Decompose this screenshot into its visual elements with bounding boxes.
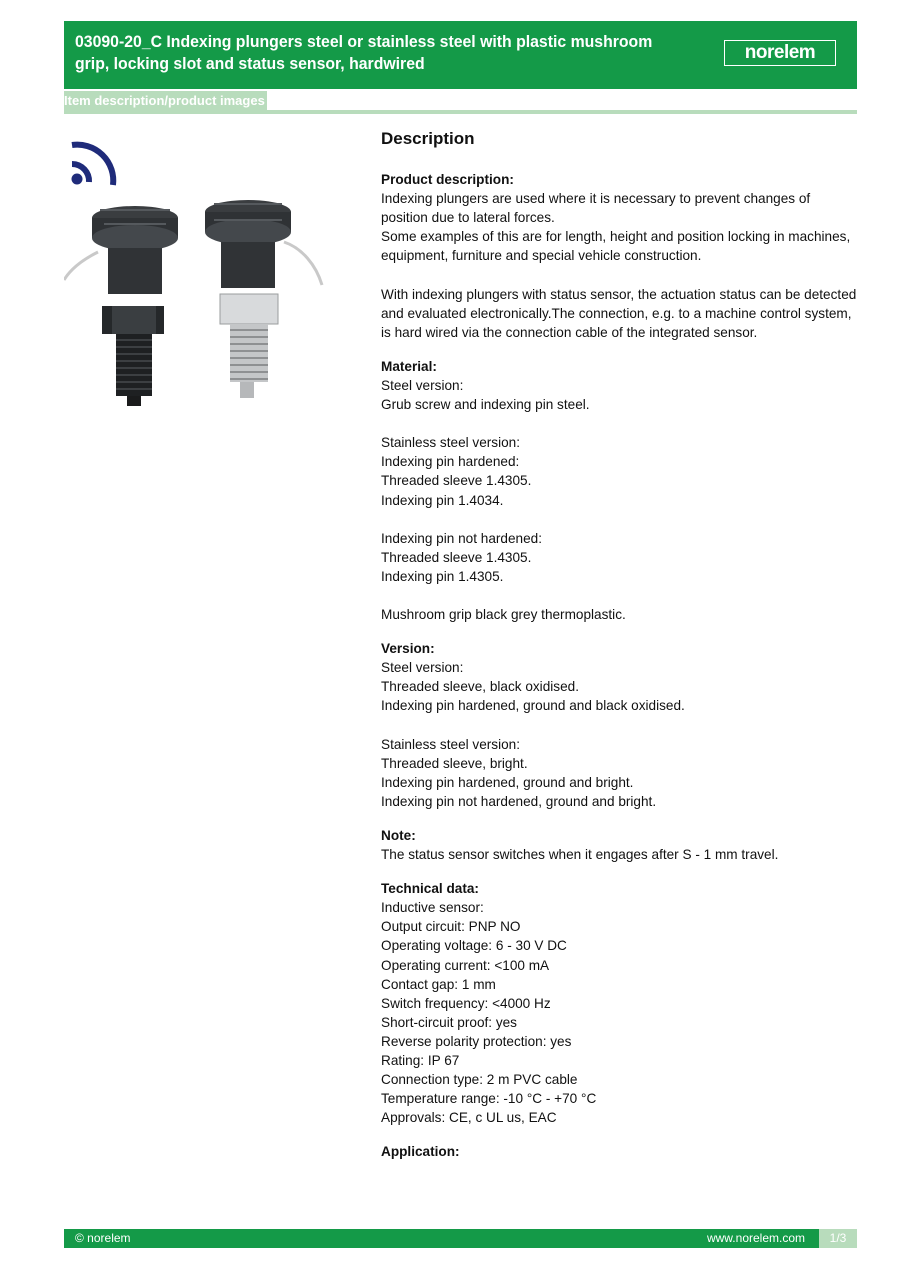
block-line: Steel version: xyxy=(381,660,464,676)
block-line: Operating current: <100 mA xyxy=(381,957,550,973)
block-line: Switch frequency: <4000 Hz xyxy=(381,995,551,1011)
block-title: Version: xyxy=(381,641,435,657)
block-line: Steel version: xyxy=(381,377,464,393)
block-line: Stainless steel version: xyxy=(381,736,521,752)
block-line: Indexing plungers are used where it is necessary to prevent changes of position due to lateral forces. xyxy=(381,191,814,226)
block-line: Short-circuit proof: yes xyxy=(381,1014,517,1030)
block-line: Indexing pin not hardened, ground and bright. xyxy=(381,793,657,809)
page-title: 03090-20_C Indexing plungers steel or stainless steel with plastic mushroom grip, locking slot and status sensor, hardwired xyxy=(75,32,653,73)
block-title: Note: xyxy=(381,828,416,843)
block-title: Application: xyxy=(381,1144,460,1160)
wireless-signal-icon xyxy=(72,145,114,185)
product-photo xyxy=(64,130,324,410)
block-line: Contact gap: 1 mm xyxy=(381,976,496,992)
block-line xyxy=(381,265,857,284)
block-line: Threaded sleeve, bright. xyxy=(381,755,528,771)
page-footer xyxy=(64,1229,857,1248)
block-line: Inductive sensor: xyxy=(381,900,484,916)
block-line: Output circuit: PNP NO xyxy=(381,919,521,935)
block-line: Indexing pin hardened: xyxy=(381,454,520,470)
block-line: Indexing pin 1.4034. xyxy=(381,492,504,508)
stainless-steel-plunger xyxy=(205,200,291,398)
block-line: Temperature range: -10 °C - +70 °C xyxy=(381,1091,597,1107)
description-block xyxy=(381,879,857,1127)
block-line: With indexing plungers with status sensor, the actuation status can be detected and evaluated electronically.The connection, e.g. to a machine control system, is hard wired via the connection cable of the integrated sensor. xyxy=(381,286,861,340)
product-images xyxy=(64,130,324,410)
description-block xyxy=(381,170,861,342)
norelem-logo: norelem xyxy=(724,40,836,66)
black-steel-plunger xyxy=(92,206,178,406)
block-line: Rating: IP 67 xyxy=(381,1053,460,1069)
block-line: Indexing pin 1.4305. xyxy=(381,568,504,584)
website-link[interactable]: www.norelem.com xyxy=(706,1231,805,1245)
block-line: Threaded sleeve 1.4305. xyxy=(381,473,532,489)
description-block xyxy=(381,639,857,811)
block-line: Indexing pin not hardened: xyxy=(381,530,542,546)
block-line: Indexing pin hardened, ground and black oxidised. xyxy=(381,698,685,714)
block-line xyxy=(381,716,857,735)
description-blocks xyxy=(381,170,861,1162)
description-block xyxy=(381,1142,857,1161)
block-title: Product description: xyxy=(381,172,514,187)
block-line: Grub screw and indexing pin steel. xyxy=(381,397,590,413)
copyright-text: © norelem xyxy=(75,1231,131,1245)
block-title: Material: xyxy=(381,358,437,374)
block-line: Connection type: 2 m PVC cable xyxy=(381,1072,578,1088)
block-title: Technical data: xyxy=(381,881,479,897)
block-line: Approvals: CE, c UL us, EAC xyxy=(381,1110,557,1126)
block-line xyxy=(381,510,857,529)
description-block xyxy=(381,826,857,864)
block-line: Operating voltage: 6 - 30 V DC xyxy=(381,938,567,954)
page-number: 1/3 xyxy=(819,1229,857,1248)
block-line: Stainless steel version: xyxy=(381,435,521,451)
block-line: The status sensor switches when it engages after S - 1 mm travel. xyxy=(381,847,779,863)
page-header xyxy=(64,21,857,89)
block-line: Indexing pin hardened, ground and bright. xyxy=(381,774,634,790)
block-line: Threaded sleeve, black oxidised. xyxy=(381,679,579,695)
block-line: Mushroom grip black grey thermoplastic. xyxy=(381,607,626,623)
block-line xyxy=(381,414,857,433)
description-block xyxy=(381,357,857,624)
block-line xyxy=(381,586,857,605)
description-panel xyxy=(381,128,861,1177)
section-label: Item description/product images xyxy=(64,91,267,111)
block-line: Threaded sleeve 1.4305. xyxy=(381,549,532,565)
description-heading: Description xyxy=(381,129,475,148)
block-line: Some examples of this are for length, height and position locking in machines, equipment, furniture and special vehicle construction. xyxy=(381,229,855,264)
block-line: Reverse polarity protection: yes xyxy=(381,1033,572,1049)
